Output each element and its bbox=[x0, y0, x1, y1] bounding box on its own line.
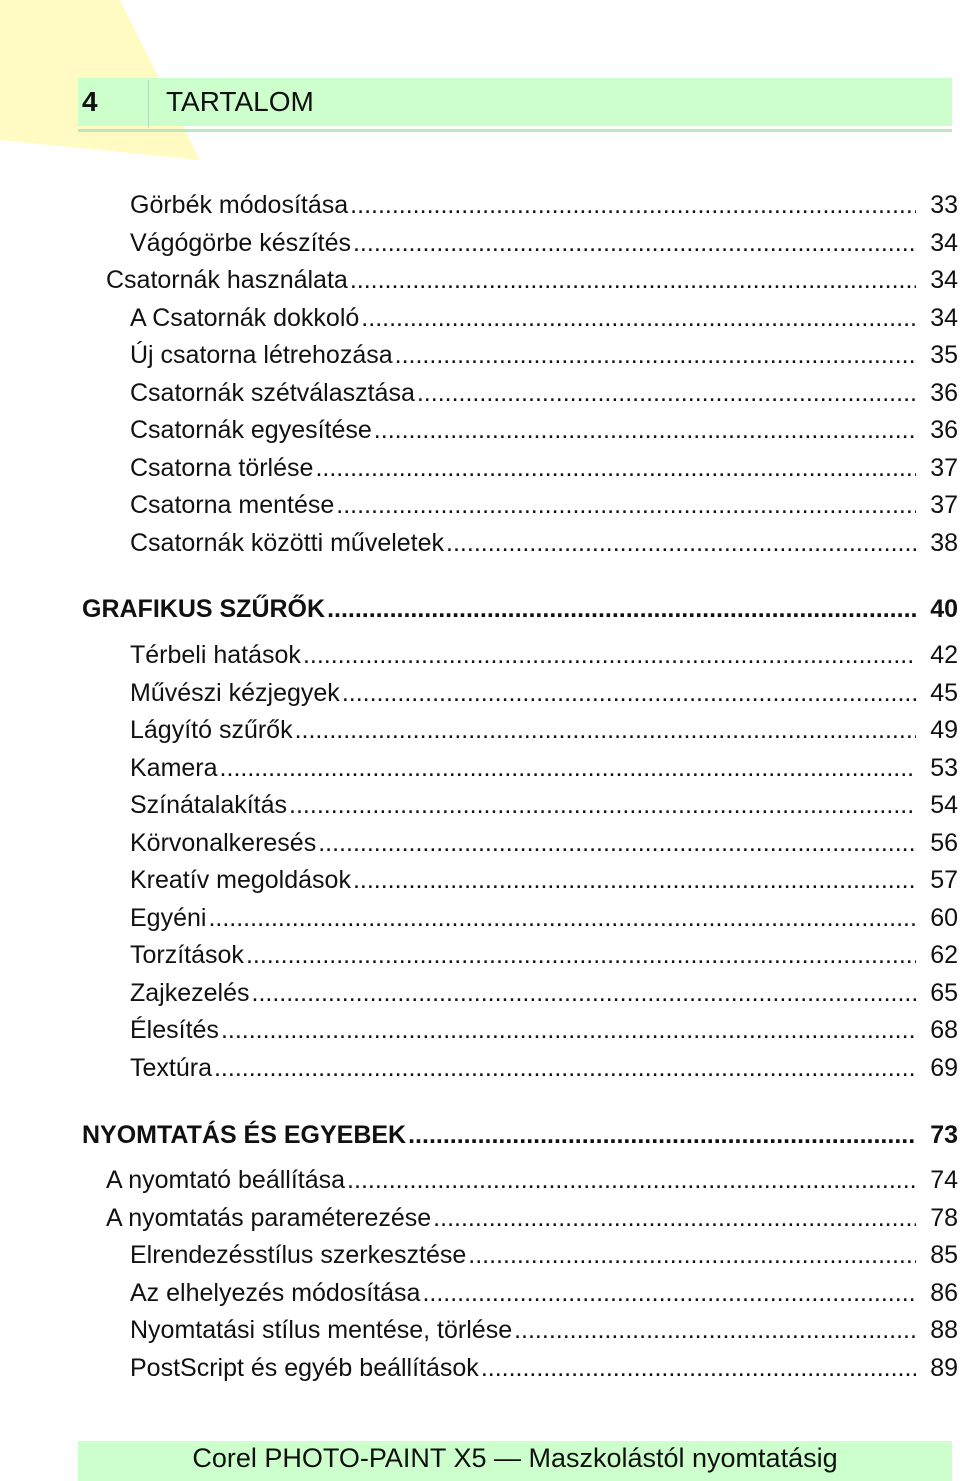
toc-entry[interactable] bbox=[0, 788, 960, 822]
toc-entry-page: 68 bbox=[930, 1016, 958, 1044]
toc-dot-leader bbox=[446, 526, 916, 560]
toc-entry[interactable] bbox=[0, 1313, 960, 1347]
toc-entry[interactable] bbox=[0, 338, 960, 372]
toc-entry-title: Művészi kézjegyek bbox=[130, 679, 340, 707]
toc-entry[interactable] bbox=[0, 1051, 960, 1085]
toc-dot-leader bbox=[221, 1013, 916, 1047]
toc-entry-page: 36 bbox=[930, 416, 958, 444]
toc-entry-page: 38 bbox=[930, 529, 958, 557]
toc-entry-page: 74 bbox=[930, 1166, 958, 1194]
toc-dot-leader bbox=[289, 788, 916, 822]
toc-entry-title: GRAFIKUS SZŰRŐK bbox=[82, 595, 326, 623]
toc-entry-page: 65 bbox=[930, 979, 958, 1007]
toc-entry-page: 34 bbox=[930, 229, 958, 257]
toc-entry[interactable] bbox=[0, 901, 960, 935]
toc-entry-title: Torzítások bbox=[130, 941, 244, 969]
toc-entry-title: Görbék módosítása bbox=[130, 191, 349, 219]
toc-entry-title: Körvonalkeresés bbox=[130, 829, 317, 857]
toc-dot-leader bbox=[327, 592, 916, 626]
toc-entry-page: 69 bbox=[930, 1054, 958, 1082]
toc-entry-page: 42 bbox=[930, 641, 958, 669]
toc-dot-leader bbox=[395, 338, 916, 372]
toc-entry[interactable] bbox=[0, 488, 960, 522]
toc-dot-leader bbox=[514, 1313, 916, 1347]
toc-entry[interactable] bbox=[0, 1013, 960, 1047]
toc-entry-title: Új csatorna létrehozása bbox=[130, 341, 393, 369]
toc-entry[interactable] bbox=[0, 301, 960, 335]
toc-entry[interactable] bbox=[0, 826, 960, 860]
toc-entry-page: 33 bbox=[930, 191, 958, 219]
toc-entry-page: 73 bbox=[930, 1121, 958, 1149]
toc-dot-leader bbox=[353, 863, 916, 897]
toc-dot-leader bbox=[347, 1163, 916, 1197]
toc-entry-page: 34 bbox=[930, 266, 958, 294]
toc-dot-leader bbox=[350, 263, 916, 297]
toc-dot-leader bbox=[315, 451, 916, 485]
toc-entry-title: Csatornák egyesítése bbox=[130, 416, 372, 444]
toc-entry-page: 86 bbox=[930, 1279, 958, 1307]
toc-entry[interactable] bbox=[0, 226, 960, 260]
footer-title: Corel PHOTO-PAINT X5 — Maszkolástól nyomtatásig bbox=[192, 1443, 838, 1473]
toc-entry-title: Elrendezésstílus szerkesztése bbox=[130, 1241, 467, 1269]
toc-entry-title: PostScript és egyéb beállítások bbox=[130, 1354, 479, 1382]
toc-dot-leader bbox=[318, 826, 916, 860]
toc-entry-title: A nyomtatás paraméterezése bbox=[106, 1204, 432, 1232]
toc-entry-title: Csatorna mentése bbox=[130, 491, 335, 519]
toc-entry-page: 53 bbox=[930, 754, 958, 782]
toc-dot-leader bbox=[422, 1276, 916, 1310]
toc-entry-title: Csatornák szétválasztása bbox=[130, 379, 415, 407]
toc-entry-page: 57 bbox=[930, 866, 958, 894]
toc-entry[interactable] bbox=[0, 413, 960, 447]
toc-entry-page: 40 bbox=[930, 595, 958, 623]
toc-entry-page: 37 bbox=[930, 491, 958, 519]
toc-entry-title: Színátalakítás bbox=[130, 791, 288, 819]
toc-entry[interactable] bbox=[0, 1276, 960, 1310]
toc-chapter-entry[interactable] bbox=[0, 592, 960, 626]
toc-entry-title: Lágyító szűrők bbox=[130, 716, 293, 744]
toc-entry-title: A nyomtató beállítása bbox=[106, 1166, 346, 1194]
toc-entry[interactable] bbox=[0, 1201, 960, 1235]
toc-entry-title: A Csatornák dokkoló bbox=[130, 304, 360, 332]
toc-dot-leader bbox=[350, 188, 916, 222]
toc-entry-page: 85 bbox=[930, 1241, 958, 1269]
toc-entry-page: 49 bbox=[930, 716, 958, 744]
toc-dot-leader bbox=[468, 1238, 916, 1272]
toc-entry-title: Nyomtatási stílus mentése, törlése bbox=[130, 1316, 513, 1344]
chapter-number: 4 bbox=[82, 86, 98, 117]
toc-entry-page: 35 bbox=[930, 341, 958, 369]
toc-entry[interactable] bbox=[0, 526, 960, 560]
toc-dot-leader bbox=[374, 413, 916, 447]
toc-entry[interactable] bbox=[0, 713, 960, 747]
toc-entry[interactable] bbox=[0, 938, 960, 972]
toc-dot-leader bbox=[361, 301, 916, 335]
toc-entry-page: 62 bbox=[930, 941, 958, 969]
toc-entry-title: Az elhelyezés módosítása bbox=[130, 1279, 421, 1307]
toc-dot-leader bbox=[303, 638, 916, 672]
toc-entry-title: Csatornák használata bbox=[106, 266, 348, 294]
toc-dot-leader bbox=[295, 713, 916, 747]
toc-entry[interactable] bbox=[0, 751, 960, 785]
toc-entry-page: 56 bbox=[930, 829, 958, 857]
toc-dot-leader bbox=[220, 751, 916, 785]
toc-entry-title: Csatornák közötti műveletek bbox=[130, 529, 445, 557]
toc-dot-leader bbox=[342, 676, 916, 710]
toc-dot-leader bbox=[252, 976, 917, 1010]
toc-entry[interactable] bbox=[0, 976, 960, 1010]
toc-entry[interactable] bbox=[0, 451, 960, 485]
toc-entry-title: Térbeli hatások bbox=[130, 641, 301, 669]
toc-entry-title: Zajkezelés bbox=[130, 979, 250, 1007]
toc-entry-page: 78 bbox=[930, 1204, 958, 1232]
toc-dot-leader bbox=[336, 488, 916, 522]
toc-entry[interactable] bbox=[0, 1351, 960, 1385]
toc-dot-leader bbox=[481, 1351, 916, 1385]
toc-dot-leader bbox=[208, 901, 916, 935]
toc-entry-title: Textúra bbox=[130, 1054, 212, 1082]
toc-entry[interactable] bbox=[0, 863, 960, 897]
toc-entry[interactable] bbox=[0, 676, 960, 710]
toc-entry-page: 89 bbox=[930, 1354, 958, 1382]
toc-dot-leader bbox=[246, 938, 916, 972]
toc-entry[interactable] bbox=[0, 1163, 960, 1197]
toc-entry-title: Kamera bbox=[130, 754, 218, 782]
toc-entry[interactable] bbox=[0, 376, 960, 410]
toc-entry-title: NYOMTATÁS ÉS EGYEBEK bbox=[82, 1121, 407, 1149]
toc-dot-leader bbox=[408, 1118, 916, 1152]
toc-entry-title: Egyéni bbox=[130, 904, 207, 932]
toc-entry-page: 54 bbox=[930, 791, 958, 819]
toc-entry-page: 34 bbox=[930, 304, 958, 332]
toc-dot-leader bbox=[417, 376, 916, 410]
toc-entry[interactable] bbox=[0, 263, 960, 297]
toc-entry-title: Élesítés bbox=[130, 1016, 219, 1044]
page-title: TARTALOM bbox=[166, 86, 314, 117]
toc-entry-page: 45 bbox=[930, 679, 958, 707]
toc-entry[interactable] bbox=[0, 638, 960, 672]
toc-entry-page: 36 bbox=[930, 379, 958, 407]
toc-entry-page: 88 bbox=[930, 1316, 958, 1344]
toc-chapter-entry[interactable] bbox=[0, 1118, 960, 1152]
toc-dot-leader bbox=[214, 1051, 916, 1085]
toc-dot-leader bbox=[433, 1201, 916, 1235]
toc-entry-title: Csatorna törlése bbox=[130, 454, 314, 482]
toc-entry-title: Kreatív megoldások bbox=[130, 866, 351, 894]
toc-entry[interactable] bbox=[0, 188, 960, 222]
toc-entry-page: 60 bbox=[930, 904, 958, 932]
toc-entry[interactable] bbox=[0, 1238, 960, 1272]
toc-entry-page: 37 bbox=[930, 454, 958, 482]
toc-entry-title: Vágógörbe készítés bbox=[130, 229, 351, 257]
toc-dot-leader bbox=[353, 226, 916, 260]
